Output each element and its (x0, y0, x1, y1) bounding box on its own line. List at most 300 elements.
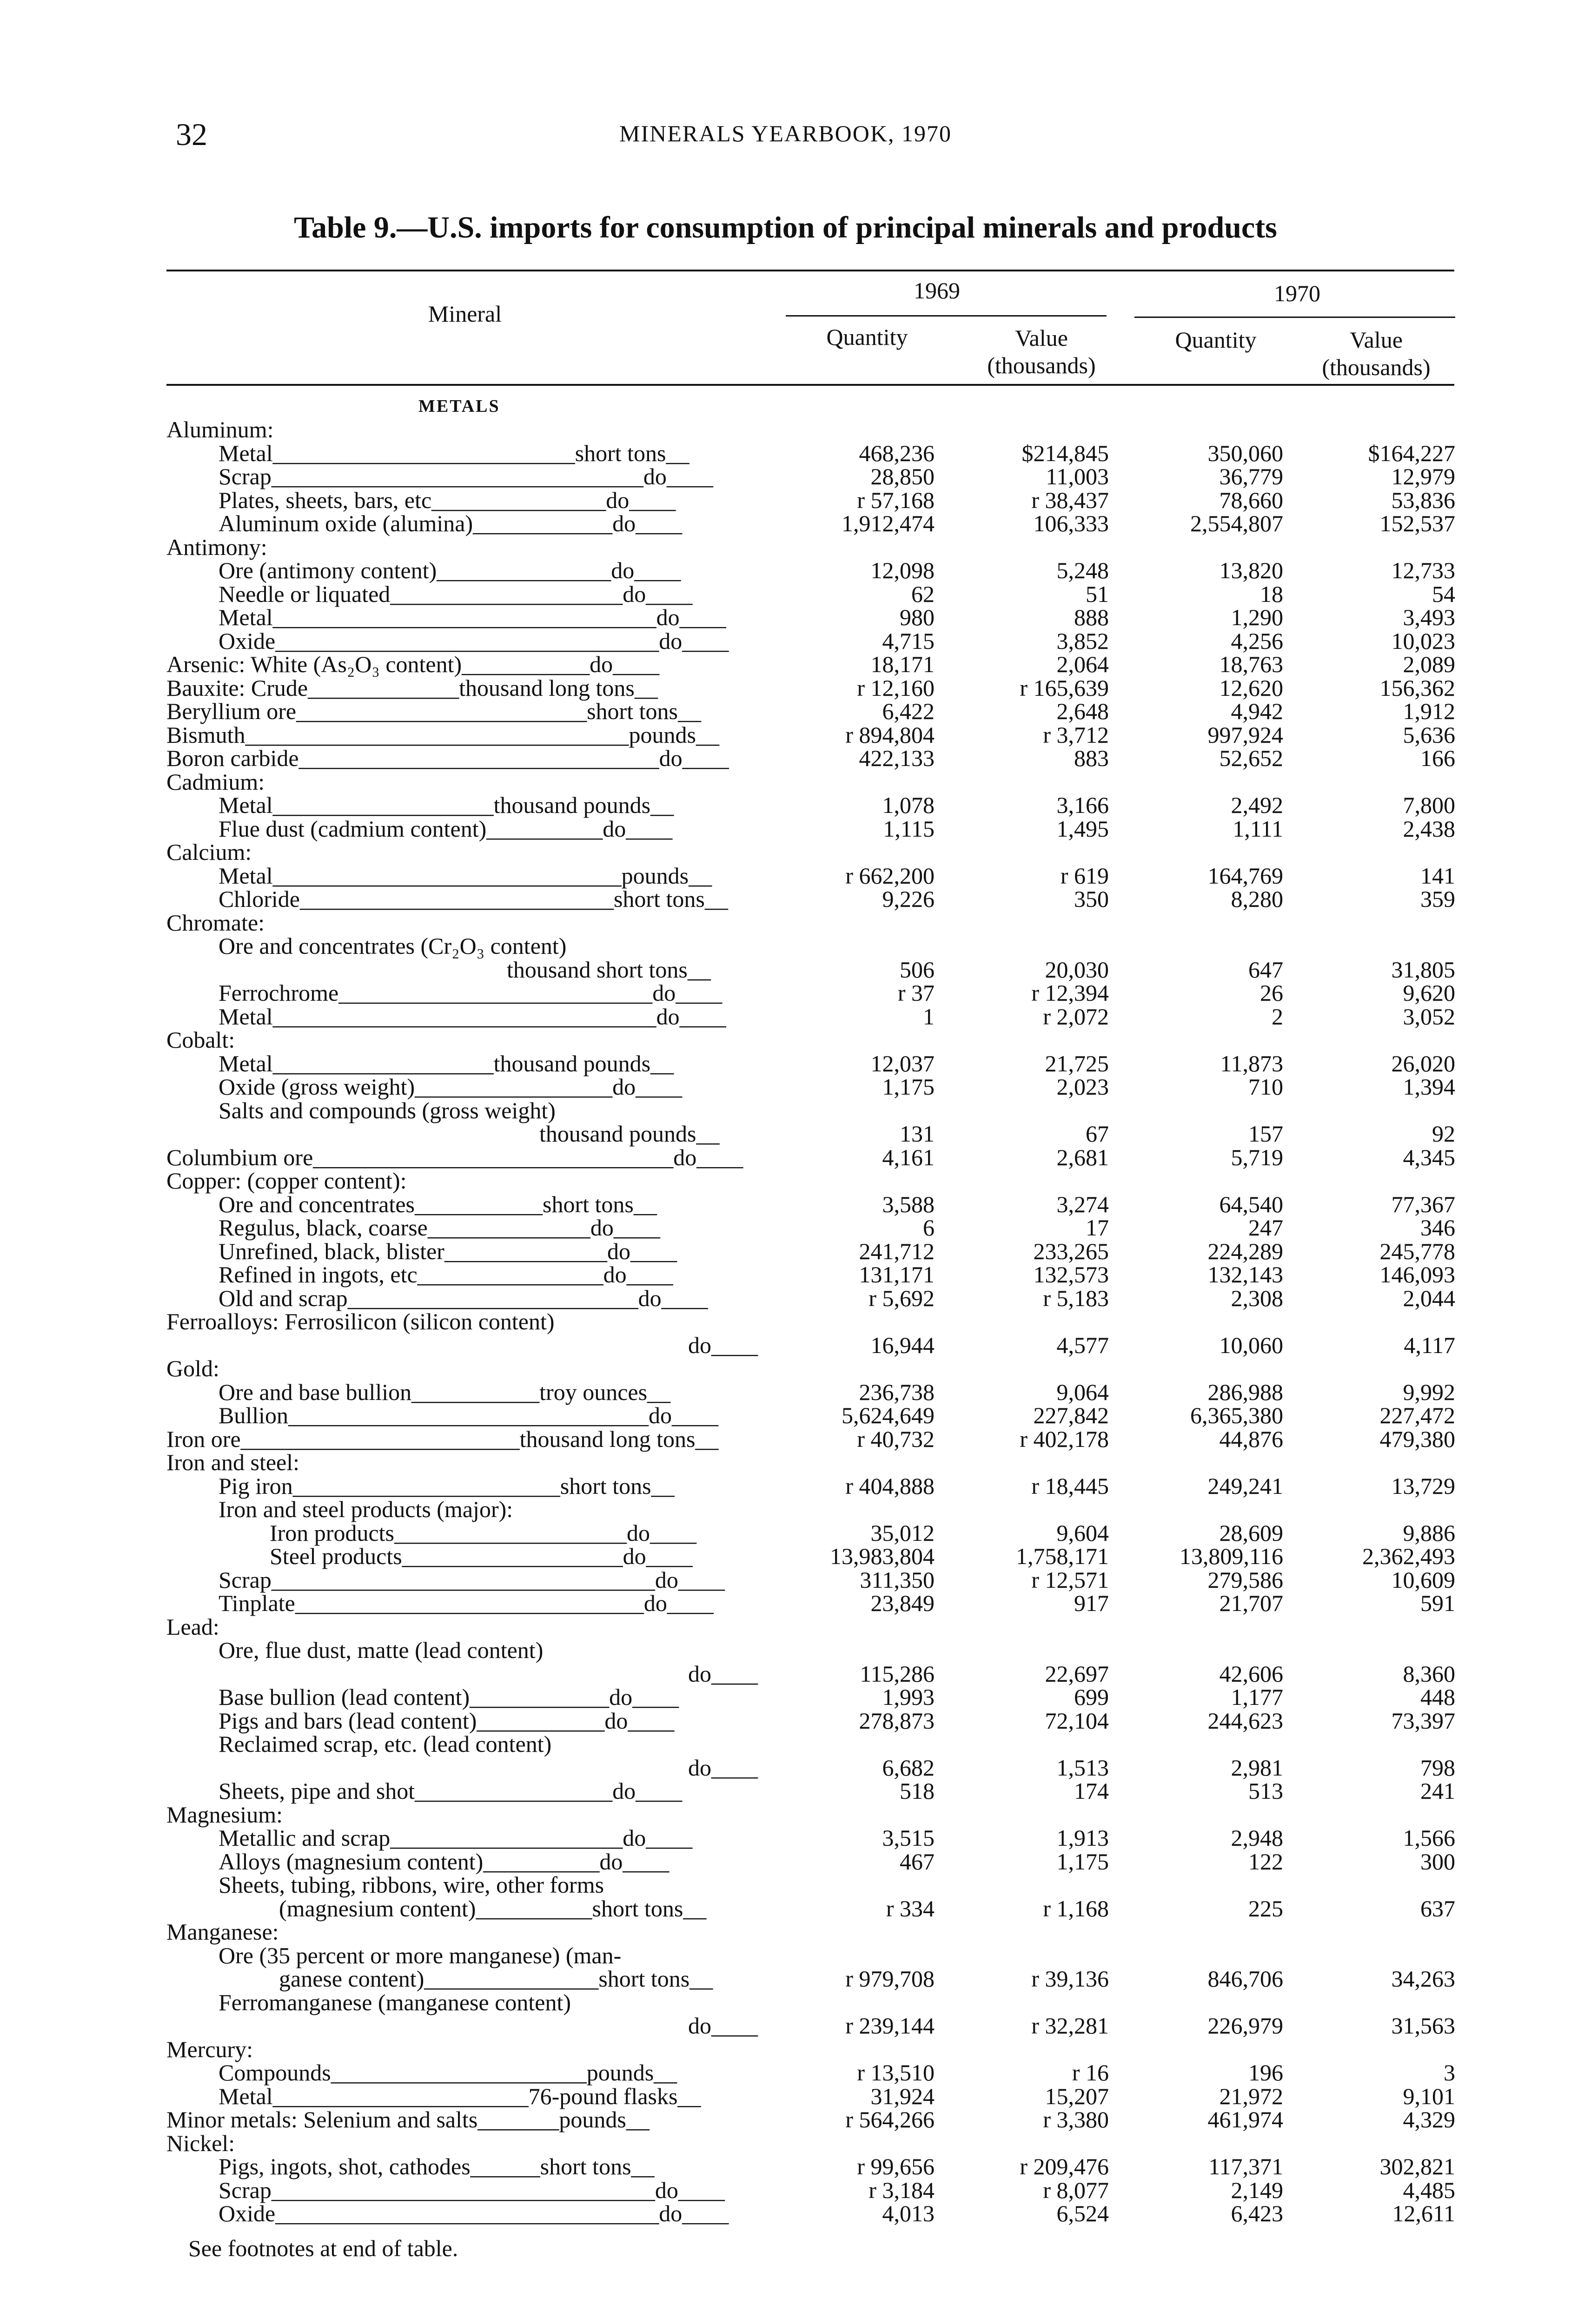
quantity-1970-cell: 1,111 (1233, 815, 1283, 842)
quantity-1969-cell: 4,013 (882, 2200, 935, 2226)
value-1970-cell: 2,089 (1403, 651, 1455, 677)
row-label: Metal___________________thousand pounds__ (219, 1050, 674, 1076)
quantity-1970-cell: 13,809,116 (1179, 1543, 1283, 1569)
quantity-1969-cell: 278,873 (859, 1707, 935, 1734)
quantity-1970-cell: 846,706 (1207, 1966, 1283, 1992)
quantity-1969-cell: r 99,656 (857, 2153, 935, 2179)
value-1970-cell: 152,537 (1379, 510, 1455, 536)
header-value-unit: (thousands) (987, 352, 1096, 378)
quantity-1970-cell: 2,492 (1231, 792, 1283, 818)
quantity-1969-cell: 422,133 (859, 745, 935, 771)
quantity-1969-cell: r 13,510 (857, 2060, 935, 2086)
value-1970-cell: 4,329 (1403, 2106, 1455, 2133)
row-label: Needle or liquated____________________do____ (219, 581, 693, 607)
quantity-1970-cell: 64,540 (1219, 1191, 1283, 1217)
value-1970-cell: 34,263 (1391, 1966, 1455, 1992)
value-1969-cell: 67 (1086, 1121, 1109, 1147)
quantity-1970-cell: 28,609 (1219, 1519, 1283, 1546)
row-label: Copper: (copper content): (166, 1168, 407, 1194)
quantity-1969-cell: 311,350 (860, 1566, 935, 1593)
row-label: Flue dust (cadmium content)__________do____ (219, 815, 673, 842)
quantity-1969-cell: 131,171 (859, 1261, 935, 1287)
value-1969-cell: 22,697 (1045, 1660, 1109, 1687)
row-label: Sheets, pipe and shot_________________do____ (219, 1778, 683, 1804)
value-1970-cell: 92 (1432, 1121, 1455, 1147)
quantity-1969-cell: 13,983,804 (830, 1543, 935, 1569)
value-1969-cell: 3,166 (1056, 792, 1109, 818)
header-quantity-1969: Quantity (826, 324, 908, 350)
quantity-1969-cell: r 894,804 (845, 721, 935, 748)
quantity-1969-cell: r 662,200 (845, 862, 935, 889)
quantity-1970-cell: 13,820 (1219, 557, 1283, 583)
quantity-1970-cell: 4,256 (1231, 627, 1283, 654)
value-1970-cell: 10,609 (1391, 1566, 1455, 1593)
row-label: Calcium: (166, 839, 252, 865)
header-value-label: Value (1015, 325, 1068, 351)
header-rule-1969 (786, 315, 1107, 317)
row-label: Sheets, tubing, ribbons, wire, other forms (219, 1872, 604, 1898)
value-1970-cell: 1,566 (1403, 1825, 1455, 1851)
row-label: Tinplate______________________________do____ (219, 1590, 714, 1616)
row-label: Steel products___________________do____ (270, 1543, 693, 1569)
value-1969-cell: 3,852 (1056, 627, 1109, 654)
quantity-1969-cell: 980 (900, 604, 935, 630)
value-1970-cell: 12,979 (1391, 463, 1455, 489)
value-1970-cell: 12,733 (1391, 557, 1455, 583)
value-1970-cell: 166 (1420, 745, 1455, 771)
value-1970-cell: 2,044 (1403, 1285, 1455, 1311)
value-1970-cell: 302,821 (1379, 2153, 1455, 2179)
header-value-label: Value (1350, 327, 1403, 353)
header-bottom-rule (166, 384, 1454, 386)
row-label: Unrefined, black, blister______________do____ (219, 1238, 677, 1264)
value-1970-cell: 26,020 (1391, 1050, 1455, 1076)
row-label: Columbium ore_______________________________do____ (166, 1144, 743, 1170)
row-label: Iron and steel products (major): (219, 1496, 513, 1522)
quantity-1970-cell: 1,290 (1231, 604, 1283, 630)
value-1969-cell: 2,681 (1056, 1144, 1109, 1170)
value-1970-cell: 3 (1444, 2060, 1455, 2086)
row-label: Chromate: (166, 909, 265, 936)
footnote: See footnotes at end of table. (188, 2235, 458, 2261)
value-1970-cell: 4,345 (1403, 1144, 1455, 1170)
row-label: Scrap_________________________________do____ (219, 2177, 725, 2203)
row-label: Gold: (166, 1355, 219, 1381)
header-mineral: Mineral (428, 301, 502, 327)
value-1969-cell: 2,648 (1056, 698, 1109, 724)
value-1969-cell: 9,064 (1056, 1379, 1109, 1405)
quantity-1969-cell: 18,171 (870, 651, 935, 677)
row-label: Old and scrap_________________________do____ (219, 1285, 708, 1311)
row-label: Cobalt: (166, 1027, 235, 1053)
row-label: Iron products____________________do____ (270, 1519, 696, 1546)
value-1969-cell: 883 (1074, 745, 1109, 771)
quantity-1970-cell: 2,308 (1231, 1285, 1283, 1311)
value-1969-cell: r 619 (1060, 862, 1109, 889)
row-label: Compounds______________________pounds__ (219, 2060, 677, 2086)
quantity-1970-cell: 132,143 (1207, 1261, 1283, 1287)
row-label: Ore (35 percent or more manganese) (man- (219, 1942, 622, 1968)
value-1969-cell: 1,175 (1056, 1848, 1109, 1875)
quantity-1969-cell: 12,098 (870, 557, 935, 583)
row-label: Bauxite: Crude_____________thousand long tons__ (166, 674, 658, 701)
row-label: Refined in ingots, etc________________do____ (219, 1261, 673, 1287)
value-1969-cell: 72,104 (1045, 1707, 1109, 1734)
quantity-1969-cell: 131 (900, 1121, 935, 1147)
quantity-1970-cell: 249,241 (1207, 1472, 1283, 1499)
value-1969-cell: r 12,394 (1031, 980, 1109, 1006)
quantity-1969-cell: 5,624,649 (842, 1402, 935, 1428)
quantity-1970-cell: 225 (1248, 1895, 1283, 1921)
quantity-1970-cell: 21,972 (1219, 2083, 1283, 2109)
value-1970-cell: 31,563 (1391, 2013, 1455, 2039)
row-label: Metal_________________________________do____ (219, 604, 726, 630)
quantity-1969-cell: 35,012 (870, 1519, 935, 1546)
quantity-1969-cell: r 404,888 (845, 1472, 935, 1499)
row-label: Aluminum: (166, 416, 274, 442)
quantity-1970-cell: 1,177 (1231, 1684, 1283, 1710)
row-label: do____ (688, 2013, 758, 2039)
header-rule-1970 (1134, 317, 1455, 318)
quantity-1970-cell: 286,988 (1207, 1379, 1283, 1405)
value-1969-cell: 15,207 (1045, 2083, 1109, 2109)
quantity-1969-cell: 1,993 (882, 1684, 935, 1710)
value-1970-cell: 77,367 (1391, 1191, 1455, 1217)
value-1970-cell: 591 (1420, 1590, 1455, 1616)
value-1970-cell: 10,023 (1391, 627, 1455, 654)
value-1970-cell: 359 (1420, 886, 1455, 912)
value-1970-cell: 4,485 (1403, 2177, 1455, 2203)
value-1970-cell: 5,636 (1403, 721, 1455, 748)
table-top-rule (166, 270, 1454, 271)
value-1970-cell: 448 (1420, 1684, 1455, 1710)
row-label: Scrap_________________________________do____ (219, 1566, 725, 1593)
quantity-1969-cell: 1,175 (882, 1074, 935, 1100)
value-1970-cell: 146,093 (1379, 1261, 1455, 1287)
row-label: Mercury: (166, 2036, 253, 2062)
quantity-1970-cell: 2,554,807 (1190, 510, 1283, 536)
value-1969-cell: r 209,476 (1020, 2153, 1109, 2179)
row-label: thousand short tons__ (507, 956, 711, 983)
value-1969-cell: 132,573 (1033, 1261, 1109, 1287)
value-1969-cell: 17 (1086, 1215, 1109, 1241)
quantity-1969-cell: r 5,692 (868, 1285, 935, 1311)
value-1969-cell: 888 (1074, 604, 1109, 630)
value-1969-cell: 1,495 (1056, 815, 1109, 842)
quantity-1970-cell: 2,948 (1231, 1825, 1283, 1851)
quantity-1970-cell: 224,289 (1207, 1238, 1283, 1264)
row-label: Ferroalloys: Ferrosilicon (silicon content) (166, 1308, 555, 1334)
value-1969-cell: 350 (1074, 886, 1109, 912)
quantity-1970-cell: 78,660 (1219, 487, 1283, 513)
quantity-1970-cell: 52,652 (1219, 745, 1283, 771)
row-label: Metal__________________________short tons__ (219, 440, 689, 466)
value-1970-cell: 9,101 (1403, 2083, 1455, 2109)
value-1970-cell: 1,912 (1403, 698, 1455, 724)
quantity-1970-cell: 5,719 (1231, 1144, 1283, 1170)
quantity-1970-cell: 18,763 (1219, 651, 1283, 677)
row-label: Metallic and scrap____________________do____ (219, 1825, 693, 1851)
header-value-unit: (thousands) (1322, 354, 1431, 380)
row-label: Oxide (gross weight)_________________do____ (219, 1074, 683, 1100)
quantity-1970-cell: 2,981 (1231, 1754, 1283, 1781)
value-1969-cell: r 2,072 (1043, 1003, 1109, 1030)
quantity-1970-cell: 12,620 (1219, 674, 1283, 701)
row-label: Ore and concentrates (Cr₂O₃ content) (219, 933, 567, 959)
quantity-1970-cell: 6,423 (1231, 2200, 1283, 2226)
quantity-1969-cell: 6,682 (882, 1754, 935, 1781)
row-label: Pigs and bars (lead content)___________do____ (219, 1707, 675, 1734)
value-1969-cell: r 402,178 (1020, 1426, 1109, 1452)
value-1969-cell: $214,845 (1021, 440, 1109, 466)
value-1970-cell: 8,360 (1403, 1660, 1455, 1687)
quantity-1969-cell: r 12,160 (857, 674, 935, 701)
value-1970-cell: 156,362 (1379, 674, 1455, 701)
value-1969-cell: 2,023 (1056, 1074, 1109, 1100)
value-1969-cell: r 16 (1072, 2060, 1109, 2086)
row-label: do____ (688, 1332, 758, 1358)
section-heading-metals: METALS (418, 396, 500, 416)
row-label: Ore and concentrates___________short tons__ (219, 1191, 657, 1217)
quantity-1969-cell: r 57,168 (857, 487, 935, 513)
value-1969-cell: r 18,445 (1031, 1472, 1109, 1499)
quantity-1970-cell: 18 (1260, 581, 1283, 607)
quantity-1970-cell: 997,924 (1207, 721, 1283, 748)
quantity-1969-cell: 1,115 (883, 815, 935, 842)
header-value-1969 (948, 324, 1134, 379)
quantity-1970-cell: 461,974 (1207, 2106, 1283, 2133)
running-head: MINERALS YEARBOOK, 1970 (619, 120, 952, 146)
quantity-1970-cell: 6,365,380 (1190, 1402, 1283, 1428)
row-label: Iron ore________________________thousand long tons__ (166, 1426, 719, 1452)
row-label: Antimony: (166, 534, 267, 560)
quantity-1969-cell: 23,849 (870, 1590, 935, 1616)
row-label: do____ (688, 1754, 758, 1781)
value-1969-cell: 5,248 (1056, 557, 1109, 583)
value-1970-cell: 141 (1420, 862, 1455, 889)
row-label: Cadmium: (166, 768, 265, 795)
value-1969-cell: 699 (1074, 1684, 1109, 1710)
row-label: Aluminum oxide (alumina)____________do____ (219, 510, 683, 536)
quantity-1970-cell: 26 (1260, 980, 1283, 1006)
row-label: Regulus, black, coarse______________do____ (219, 1215, 660, 1241)
header-year-1969: 1969 (914, 277, 960, 304)
value-1970-cell: 9,886 (1403, 1519, 1455, 1546)
row-label: Bismuth_________________________________pounds__ (166, 721, 719, 748)
value-1970-cell: 3,052 (1403, 1003, 1455, 1030)
value-1969-cell: 1,758,171 (1016, 1543, 1109, 1569)
row-label: Oxide_________________________________do____ (219, 2200, 729, 2226)
row-label: Chloride___________________________short tons__ (219, 886, 728, 912)
quantity-1969-cell: 1,078 (882, 792, 935, 818)
value-1970-cell: 3,493 (1403, 604, 1455, 630)
value-1970-cell: 1,394 (1403, 1074, 1455, 1100)
value-1969-cell: r 8,077 (1043, 2177, 1109, 2203)
value-1969-cell: r 165,639 (1020, 674, 1109, 701)
value-1969-cell: 3,274 (1056, 1191, 1109, 1217)
row-label: Manganese: (166, 1919, 279, 1945)
value-1969-cell: 6,524 (1056, 2200, 1109, 2226)
value-1969-cell: 21,725 (1045, 1050, 1109, 1076)
quantity-1969-cell: r 979,708 (845, 1966, 935, 1992)
value-1969-cell: 1,913 (1056, 1825, 1109, 1851)
value-1969-cell: r 3,712 (1043, 721, 1109, 748)
value-1969-cell: 233,265 (1033, 1238, 1109, 1264)
quantity-1970-cell: 10,060 (1219, 1332, 1283, 1358)
row-label: thousand pounds__ (539, 1121, 720, 1147)
header-year-1970: 1970 (1274, 280, 1320, 306)
quantity-1969-cell: 3,588 (882, 1191, 935, 1217)
value-1969-cell: 1,513 (1056, 1754, 1109, 1781)
value-1970-cell: $164,227 (1368, 440, 1455, 466)
value-1969-cell: r 1,168 (1043, 1895, 1109, 1921)
row-label: Ferrochrome___________________________do____ (219, 980, 723, 1006)
value-1970-cell: 9,620 (1403, 980, 1455, 1006)
quantity-1969-cell: 12,037 (870, 1050, 935, 1076)
quantity-1969-cell: r 37 (897, 980, 935, 1006)
value-1969-cell: r 32,281 (1031, 2013, 1109, 2039)
value-1969-cell: 174 (1074, 1778, 1109, 1804)
row-label: Pig iron_______________________short tons__ (219, 1472, 675, 1499)
value-1970-cell: 7,800 (1403, 792, 1455, 818)
value-1970-cell: 13,729 (1391, 1472, 1455, 1499)
row-label: Lead: (166, 1613, 219, 1640)
row-label: Metal______________________________pounds__ (219, 862, 712, 889)
row-label: Salts and compounds (gross weight) (219, 1097, 556, 1123)
value-1970-cell: 241 (1420, 1778, 1455, 1804)
header-quantity-1970: Quantity (1175, 327, 1257, 353)
quantity-1970-cell: 350,060 (1207, 440, 1283, 466)
row-label: Beryllium ore_________________________short tons__ (166, 698, 701, 724)
quantity-1969-cell: 9,226 (882, 886, 935, 912)
quantity-1970-cell: 244,623 (1207, 1707, 1283, 1734)
value-1970-cell: 4,117 (1404, 1332, 1455, 1358)
quantity-1970-cell: 42,606 (1219, 1660, 1283, 1687)
row-label: Scrap________________________________do____ (219, 463, 713, 489)
row-label: ganese content)_______________short tons__ (279, 1966, 713, 1992)
row-label: Arsenic: White (As₂O₃ content)___________do____ (166, 651, 660, 677)
row-label: Magnesium: (166, 1801, 283, 1828)
value-1969-cell: 917 (1074, 1590, 1109, 1616)
value-1970-cell: 227,472 (1379, 1402, 1455, 1428)
row-label: Alloys (magnesium content)__________do____ (219, 1848, 669, 1875)
value-1970-cell: 300 (1420, 1848, 1455, 1875)
value-1969-cell: r 38,437 (1031, 487, 1109, 513)
value-1969-cell: 20,030 (1045, 956, 1109, 983)
value-1969-cell: r 5,183 (1043, 1285, 1109, 1311)
quantity-1970-cell: 157 (1248, 1121, 1283, 1147)
quantity-1970-cell: 21,707 (1219, 1590, 1283, 1616)
quantity-1970-cell: 2,149 (1231, 2177, 1283, 2203)
value-1969-cell: 4,577 (1056, 1332, 1109, 1358)
value-1970-cell: 12,611 (1392, 2200, 1455, 2226)
row-label: Base bullion (lead content)____________do____ (219, 1684, 679, 1710)
row-label: Minor metals: Selenium and salts_______pounds__ (166, 2106, 650, 2133)
row-label: Pigs, ingots, shot, cathodes______short tons__ (219, 2153, 655, 2179)
quantity-1969-cell: 518 (900, 1778, 935, 1804)
row-label: Ore, flue dust, matte (lead content) (219, 1637, 544, 1663)
table-title: Table 9.—U.S. imports for consumption of principal minerals and products (294, 211, 1277, 244)
quantity-1969-cell: 506 (900, 956, 935, 983)
value-1969-cell: r 12,571 (1031, 1566, 1109, 1593)
row-label: do____ (688, 1660, 758, 1687)
row-label: (magnesium content)__________short tons__ (279, 1895, 707, 1921)
quantity-1969-cell: r 564,266 (845, 2106, 935, 2133)
value-1970-cell: 245,778 (1379, 1238, 1455, 1264)
quantity-1969-cell: 4,161 (882, 1144, 935, 1170)
quantity-1969-cell: 62 (911, 581, 935, 607)
value-1970-cell: 9,992 (1403, 1379, 1455, 1405)
value-1970-cell: 54 (1432, 581, 1455, 607)
quantity-1969-cell: 4,715 (882, 627, 935, 654)
row-label: Boron carbide_______________________________do____ (166, 745, 729, 771)
value-1970-cell: 2,438 (1403, 815, 1455, 842)
value-1970-cell: 31,805 (1391, 956, 1455, 983)
row-label: Metal_________________________________do____ (219, 1003, 726, 1030)
value-1970-cell: 73,397 (1391, 1707, 1455, 1734)
value-1969-cell: r 3,380 (1043, 2106, 1109, 2133)
quantity-1970-cell: 710 (1248, 1074, 1283, 1100)
quantity-1969-cell: 6,422 (882, 698, 935, 724)
quantity-1970-cell: 196 (1248, 2060, 1283, 2086)
row-label: Ore (antimony content)_______________do____ (219, 557, 681, 583)
quantity-1969-cell: 1,912,474 (842, 510, 935, 536)
quantity-1970-cell: 513 (1248, 1778, 1283, 1804)
quantity-1969-cell: r 40,732 (857, 1426, 935, 1452)
quantity-1970-cell: 226,979 (1207, 2013, 1283, 2039)
quantity-1969-cell: r 239,144 (845, 2013, 935, 2039)
quantity-1970-cell: 36,779 (1219, 463, 1283, 489)
quantity-1969-cell: 3,515 (882, 1825, 935, 1851)
row-label: Reclaimed scrap, etc. (lead content) (219, 1731, 552, 1757)
row-label: Plates, sheets, bars, etc_______________do____ (219, 487, 676, 513)
value-1970-cell: 53,836 (1391, 487, 1455, 513)
quantity-1970-cell: 247 (1248, 1215, 1283, 1241)
quantity-1970-cell: 164,769 (1207, 862, 1283, 889)
quantity-1970-cell: 647 (1248, 956, 1283, 983)
quantity-1969-cell: r 3,184 (868, 2177, 935, 2203)
value-1970-cell: 346 (1420, 1215, 1455, 1241)
quantity-1970-cell: 122 (1248, 1848, 1283, 1875)
value-1969-cell: 227,842 (1033, 1402, 1109, 1428)
quantity-1969-cell: 16,944 (870, 1332, 935, 1358)
quantity-1969-cell: 28,850 (870, 463, 935, 489)
quantity-1969-cell: 115,286 (860, 1660, 935, 1687)
quantity-1970-cell: 117,371 (1208, 2153, 1283, 2179)
value-1970-cell: 2,362,493 (1362, 1543, 1455, 1569)
quantity-1969-cell: 241,712 (859, 1238, 935, 1264)
value-1969-cell: 51 (1086, 581, 1109, 607)
row-label: Ore and base bullion___________troy ounces__ (219, 1379, 671, 1405)
quantity-1969-cell: 6 (923, 1215, 935, 1241)
quantity-1969-cell: 236,738 (859, 1379, 935, 1405)
header-value-1970 (1297, 326, 1455, 381)
row-label: Oxide_________________________________do____ (219, 627, 729, 654)
quantity-1970-cell: 4,942 (1231, 698, 1283, 724)
value-1969-cell: 11,003 (1046, 463, 1109, 489)
row-label: Bullion_______________________________do____ (219, 1402, 719, 1428)
quantity-1970-cell: 279,586 (1207, 1566, 1283, 1593)
value-1970-cell: 479,380 (1379, 1426, 1455, 1452)
value-1969-cell: 9,604 (1056, 1519, 1109, 1546)
row-label: Iron and steel: (166, 1449, 300, 1475)
quantity-1970-cell: 11,873 (1220, 1050, 1283, 1076)
quantity-1969-cell: 467 (900, 1848, 935, 1875)
row-label: Metal___________________thousand pounds__ (219, 792, 674, 818)
quantity-1969-cell: 468,236 (859, 440, 935, 466)
quantity-1969-cell: r 334 (886, 1895, 935, 1921)
row-label: Ferromanganese (manganese content) (219, 1989, 571, 2015)
